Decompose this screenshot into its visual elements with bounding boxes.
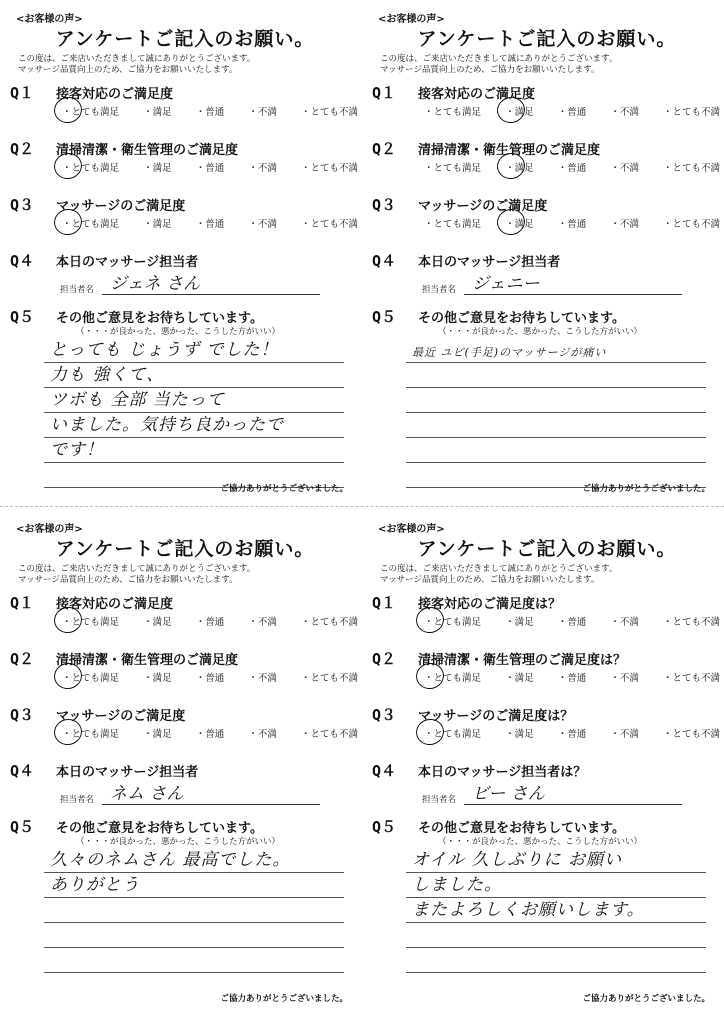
handwritten-comment: しました。 — [412, 875, 502, 895]
header-label: <お客様の声> — [16, 524, 83, 535]
comment-line[interactable] — [44, 438, 344, 463]
intro-line: マッサージ品質向上のため、ご協力をお願いいたします。 — [380, 575, 600, 585]
handwritten-comment: とっても じょうず でした！ — [50, 340, 279, 360]
footer-thanks: ご協力ありがとうございました。 — [582, 484, 710, 494]
survey-card-1 — [10, 2, 360, 502]
staff-name-field[interactable]: ネム さん — [102, 784, 320, 805]
rating-option-selected[interactable]: ・とても満足 — [60, 670, 121, 684]
comment-line[interactable] — [44, 948, 344, 973]
rating-option-selected[interactable]: ・とても満足 — [60, 104, 121, 118]
rating-options — [422, 216, 722, 230]
rating-option[interactable]: ・不満 — [248, 163, 277, 174]
question-4 — [10, 760, 360, 805]
rating-options — [422, 614, 722, 628]
rating-option[interactable]: ・満足 — [143, 219, 172, 230]
rating-option[interactable]: ・とても不満 — [300, 729, 358, 740]
rating-option[interactable]: ・不満 — [610, 219, 639, 230]
rating-options — [60, 104, 360, 118]
staff-name-field[interactable]: ジェネ さん — [102, 274, 320, 295]
question-title: 本日のマッサージ担当者 — [418, 255, 561, 270]
rating-option[interactable]: ・満足 — [143, 163, 172, 174]
handwritten-comment: ありがとう — [50, 875, 140, 895]
question-2 — [10, 648, 360, 688]
rating-options — [60, 216, 360, 230]
question-number: Q１ — [10, 594, 35, 612]
intro-line: マッサージ品質向上のため、ご協力をお願いいたします。 — [18, 65, 238, 75]
question-number: Q３ — [372, 196, 397, 214]
header-label: <お客様の声> — [378, 14, 445, 25]
rating-options — [422, 160, 722, 174]
question-title: 清掃清潔・衛生管理のご満足度は？ — [418, 653, 627, 668]
staff-name-field[interactable]: ジェニー — [464, 274, 682, 295]
rating-options — [60, 614, 360, 628]
question-1 — [372, 82, 722, 122]
question-subtext: （・・・が良かった、悪かった、こうした方がいい） — [438, 837, 643, 847]
comment-line[interactable] — [406, 363, 706, 388]
question-4 — [10, 250, 360, 295]
rating-option-selected[interactable]: ・満足 — [503, 216, 536, 230]
question-3 — [10, 194, 360, 234]
survey-title: アンケートご記入のお願い。 — [417, 538, 677, 560]
survey-title: アンケートご記入のお願い。 — [55, 538, 315, 560]
staff-row — [60, 784, 320, 805]
rating-option[interactable]: ・普通 — [557, 729, 587, 740]
question-number: Q３ — [10, 706, 35, 724]
rating-options — [422, 104, 722, 118]
question-number: Q３ — [10, 196, 35, 214]
footer-thanks: ご協力ありがとうございました。 — [220, 484, 348, 494]
question-1 — [10, 82, 360, 122]
comment-lines — [44, 338, 344, 488]
question-number: Q２ — [10, 140, 35, 158]
rating-option-selected[interactable]: ・とても満足 — [422, 670, 483, 684]
rating-option[interactable]: ・普通 — [195, 163, 225, 174]
comment-lines — [406, 848, 706, 973]
intro-line: この度は、ご来店いただきまして誠にありがとうございます。 — [380, 564, 618, 574]
rating-option[interactable]: ・不満 — [248, 107, 277, 118]
rating-options — [60, 160, 360, 174]
question-title: 清掃清潔・衛生管理のご満足度 — [56, 143, 239, 158]
rating-option-selected[interactable]: ・とても満足 — [60, 726, 121, 740]
handwritten-comment: オイル 久しぶりに お願い — [412, 850, 622, 870]
rating-option[interactable]: ・普通 — [557, 673, 587, 684]
rating-option[interactable]: ・不満 — [610, 617, 639, 628]
question-2 — [372, 138, 722, 178]
comment-line[interactable] — [44, 923, 344, 948]
question-number: Q２ — [372, 650, 397, 668]
survey-title: アンケートご記入のお願い。 — [55, 28, 315, 50]
question-title: その他ご意見をお待ちしています。 — [418, 821, 625, 836]
question-subtext: （・・・が良かった、悪かった、こうした方がいい） — [438, 327, 643, 337]
rating-options — [422, 726, 722, 740]
rating-option[interactable]: ・とても不満 — [300, 163, 358, 174]
question-2 — [10, 138, 360, 178]
rating-option[interactable]: ・とても不満 — [300, 617, 358, 628]
question-1 — [372, 592, 722, 632]
comment-lines — [44, 848, 344, 973]
intro-line: この度は、ご来店いただきまして誠にありがとうございます。 — [18, 54, 256, 64]
question-title: その他ご意見をお待ちしています。 — [56, 311, 263, 326]
question-number: Q３ — [372, 706, 397, 724]
comment-line[interactable] — [406, 948, 706, 973]
rating-option-selected[interactable]: ・とても満足 — [422, 614, 483, 628]
staff-name-field[interactable]: ビー さん — [464, 784, 682, 805]
rating-option[interactable]: ・不満 — [248, 219, 277, 230]
intro-line: マッサージ品質向上のため、ご協力をお願いいたします。 — [18, 575, 238, 585]
staff-row — [422, 784, 682, 805]
staff-row — [422, 274, 682, 295]
rating-option[interactable]: ・不満 — [610, 729, 639, 740]
rating-options — [422, 670, 722, 684]
question-title: マッサージのご満足度は？ — [418, 709, 574, 724]
question-title: マッサージのご満足度 — [56, 709, 186, 724]
question-subtext: （・・・が良かった、悪かった、こうした方がいい） — [76, 327, 281, 337]
rating-option[interactable]: ・普通 — [557, 163, 587, 174]
question-4 — [372, 760, 722, 805]
question-number: Q１ — [372, 84, 397, 102]
rating-option[interactable]: ・普通 — [195, 729, 225, 740]
handwritten-comment: いました。気持ち良かったで — [50, 415, 284, 435]
rating-option[interactable]: ・とても不満 — [300, 107, 358, 118]
question-number: Q４ — [372, 252, 397, 270]
rating-option[interactable]: ・とても満足 — [424, 219, 482, 230]
handwritten-comment: 力も 強くて、 — [50, 365, 165, 385]
rating-option[interactable]: ・普通 — [195, 219, 225, 230]
intro-text — [380, 564, 617, 586]
question-title: マッサージのご満足度 — [418, 199, 548, 214]
question-number: Q１ — [372, 594, 397, 612]
footer-thanks: ご協力ありがとうございました。 — [220, 994, 348, 1004]
question-number: Q２ — [372, 140, 397, 158]
comment-line[interactable] — [44, 873, 344, 898]
question-3 — [372, 194, 722, 234]
question-number: Q４ — [10, 762, 35, 780]
question-number: Q５ — [10, 308, 35, 326]
staff-label: 担当者名 — [60, 285, 95, 295]
rating-option[interactable]: ・満足 — [143, 729, 172, 740]
question-1 — [10, 592, 360, 632]
question-title: 接客対応のご満足度 — [56, 87, 174, 102]
rating-option-selected[interactable]: ・とても満足 — [422, 726, 483, 740]
rating-option[interactable]: ・とても不満 — [662, 163, 720, 174]
question-title: 本日のマッサージ担当者 — [56, 765, 199, 780]
survey-card-3 — [10, 512, 360, 1012]
rating-option-selected[interactable]: ・とても満足 — [60, 614, 121, 628]
rating-option[interactable]: ・不満 — [610, 163, 639, 174]
rating-option[interactable]: ・とても不満 — [300, 673, 358, 684]
handwritten-comment: ツボも 全部 当たって — [50, 390, 225, 410]
rating-option[interactable]: ・不満 — [610, 107, 639, 118]
question-title: 本日のマッサージ担当者 — [56, 255, 199, 270]
comment-line[interactable] — [406, 923, 706, 948]
question-number: Q４ — [372, 762, 397, 780]
staff-label: 担当者名 — [422, 285, 457, 295]
question-number: Q１ — [10, 84, 35, 102]
handwritten-comment: です！ — [50, 440, 104, 460]
survey-card-4 — [372, 512, 722, 1012]
question-title: 接客対応のご満足度は？ — [418, 597, 562, 612]
footer-thanks: ご協力ありがとうございました。 — [582, 994, 710, 1004]
rating-option-selected[interactable]: ・満足 — [503, 104, 536, 118]
question-2 — [372, 648, 722, 688]
question-title: その他ご意見をお待ちしています。 — [56, 821, 263, 836]
question-number: Q５ — [372, 818, 397, 836]
question-title: 本日のマッサージ担当者は？ — [418, 765, 587, 780]
comment-line[interactable] — [44, 898, 344, 923]
rating-option[interactable]: ・満足 — [505, 729, 534, 740]
intro-line: マッサージ品質向上のため、ご協力をお願いいたします。 — [380, 65, 600, 75]
question-title: 清掃清潔・衛生管理のご満足度 — [56, 653, 239, 668]
rating-option[interactable]: ・普通 — [195, 107, 225, 118]
rating-option[interactable]: ・満足 — [505, 617, 534, 628]
rating-option[interactable]: ・普通 — [557, 107, 587, 118]
comment-line[interactable] — [406, 413, 706, 438]
rating-option[interactable]: ・満足 — [143, 673, 172, 684]
rating-option[interactable]: ・普通 — [195, 673, 225, 684]
handwritten-comment: またよろしくお願いします。 — [412, 900, 645, 920]
comment-line[interactable] — [406, 388, 706, 413]
rating-option[interactable]: ・とても不満 — [662, 219, 720, 230]
question-title: 接客対応のご満足度 — [56, 597, 174, 612]
intro-line: この度は、ご来店いただきまして誠にありがとうございます。 — [380, 54, 618, 64]
intro-text — [18, 54, 255, 76]
handwritten-comment: 久々のネムさん 最高でした。 — [50, 850, 291, 870]
rating-option[interactable]: ・不満 — [610, 673, 639, 684]
question-number: Q４ — [10, 252, 35, 270]
rating-option[interactable]: ・とても不満 — [662, 673, 720, 684]
rating-option[interactable]: ・とても不満 — [662, 107, 720, 118]
handwritten-comment: 最近 ユビ(手足)のマッサージが痛い — [412, 346, 607, 359]
question-title: その他ご意見をお待ちしています。 — [418, 311, 625, 326]
question-title: マッサージのご満足度 — [56, 199, 186, 214]
question-3 — [372, 704, 722, 744]
question-title: 接客対応のご満足度 — [418, 87, 536, 102]
question-number: Q２ — [10, 650, 35, 668]
header-label: <お客様の声> — [378, 524, 445, 535]
question-number: Q５ — [372, 308, 397, 326]
rating-option[interactable]: ・不満 — [248, 617, 277, 628]
rating-option[interactable]: ・普通 — [195, 617, 225, 628]
question-number: Q５ — [10, 818, 35, 836]
comment-lines — [406, 338, 706, 488]
rating-option[interactable]: ・不満 — [248, 673, 277, 684]
rating-option[interactable]: ・とても満足 — [424, 163, 482, 174]
rating-option-selected[interactable]: ・とても満足 — [60, 216, 121, 230]
comment-line[interactable] — [406, 438, 706, 463]
question-subtext: （・・・が良かった、悪かった、こうした方がいい） — [76, 837, 281, 847]
rating-option[interactable]: ・不満 — [248, 729, 277, 740]
survey-title: アンケートご記入のお願い。 — [417, 28, 677, 50]
survey-card-2 — [372, 2, 722, 502]
intro-text — [18, 564, 255, 586]
rating-option[interactable]: ・満足 — [505, 673, 534, 684]
rating-option[interactable]: ・普通 — [557, 617, 587, 628]
tear-line — [0, 506, 724, 507]
rating-option[interactable]: ・とても不満 — [662, 617, 720, 628]
rating-option-selected[interactable]: ・とても満足 — [60, 160, 121, 174]
rating-option[interactable]: ・とても不満 — [662, 729, 720, 740]
header-label: <お客様の声> — [16, 14, 83, 25]
question-3 — [10, 704, 360, 744]
rating-option[interactable]: ・普通 — [557, 219, 587, 230]
rating-options — [60, 670, 360, 684]
rating-options — [60, 726, 360, 740]
rating-option-selected[interactable]: ・満足 — [503, 160, 536, 174]
rating-option[interactable]: ・満足 — [143, 107, 172, 118]
comment-line[interactable] — [406, 898, 706, 923]
comment-line[interactable] — [406, 338, 706, 363]
question-title: 清掃清潔・衛生管理のご満足度 — [418, 143, 601, 158]
staff-row — [60, 274, 320, 295]
intro-line: この度は、ご来店いただきまして誠にありがとうございます。 — [18, 564, 256, 574]
question-4 — [372, 250, 722, 295]
staff-label: 担当者名 — [422, 795, 457, 805]
intro-text — [380, 54, 617, 76]
rating-option[interactable]: ・とても不満 — [300, 219, 358, 230]
rating-option[interactable]: ・満足 — [143, 617, 172, 628]
rating-option[interactable]: ・とても満足 — [424, 107, 482, 118]
staff-label: 担当者名 — [60, 795, 95, 805]
